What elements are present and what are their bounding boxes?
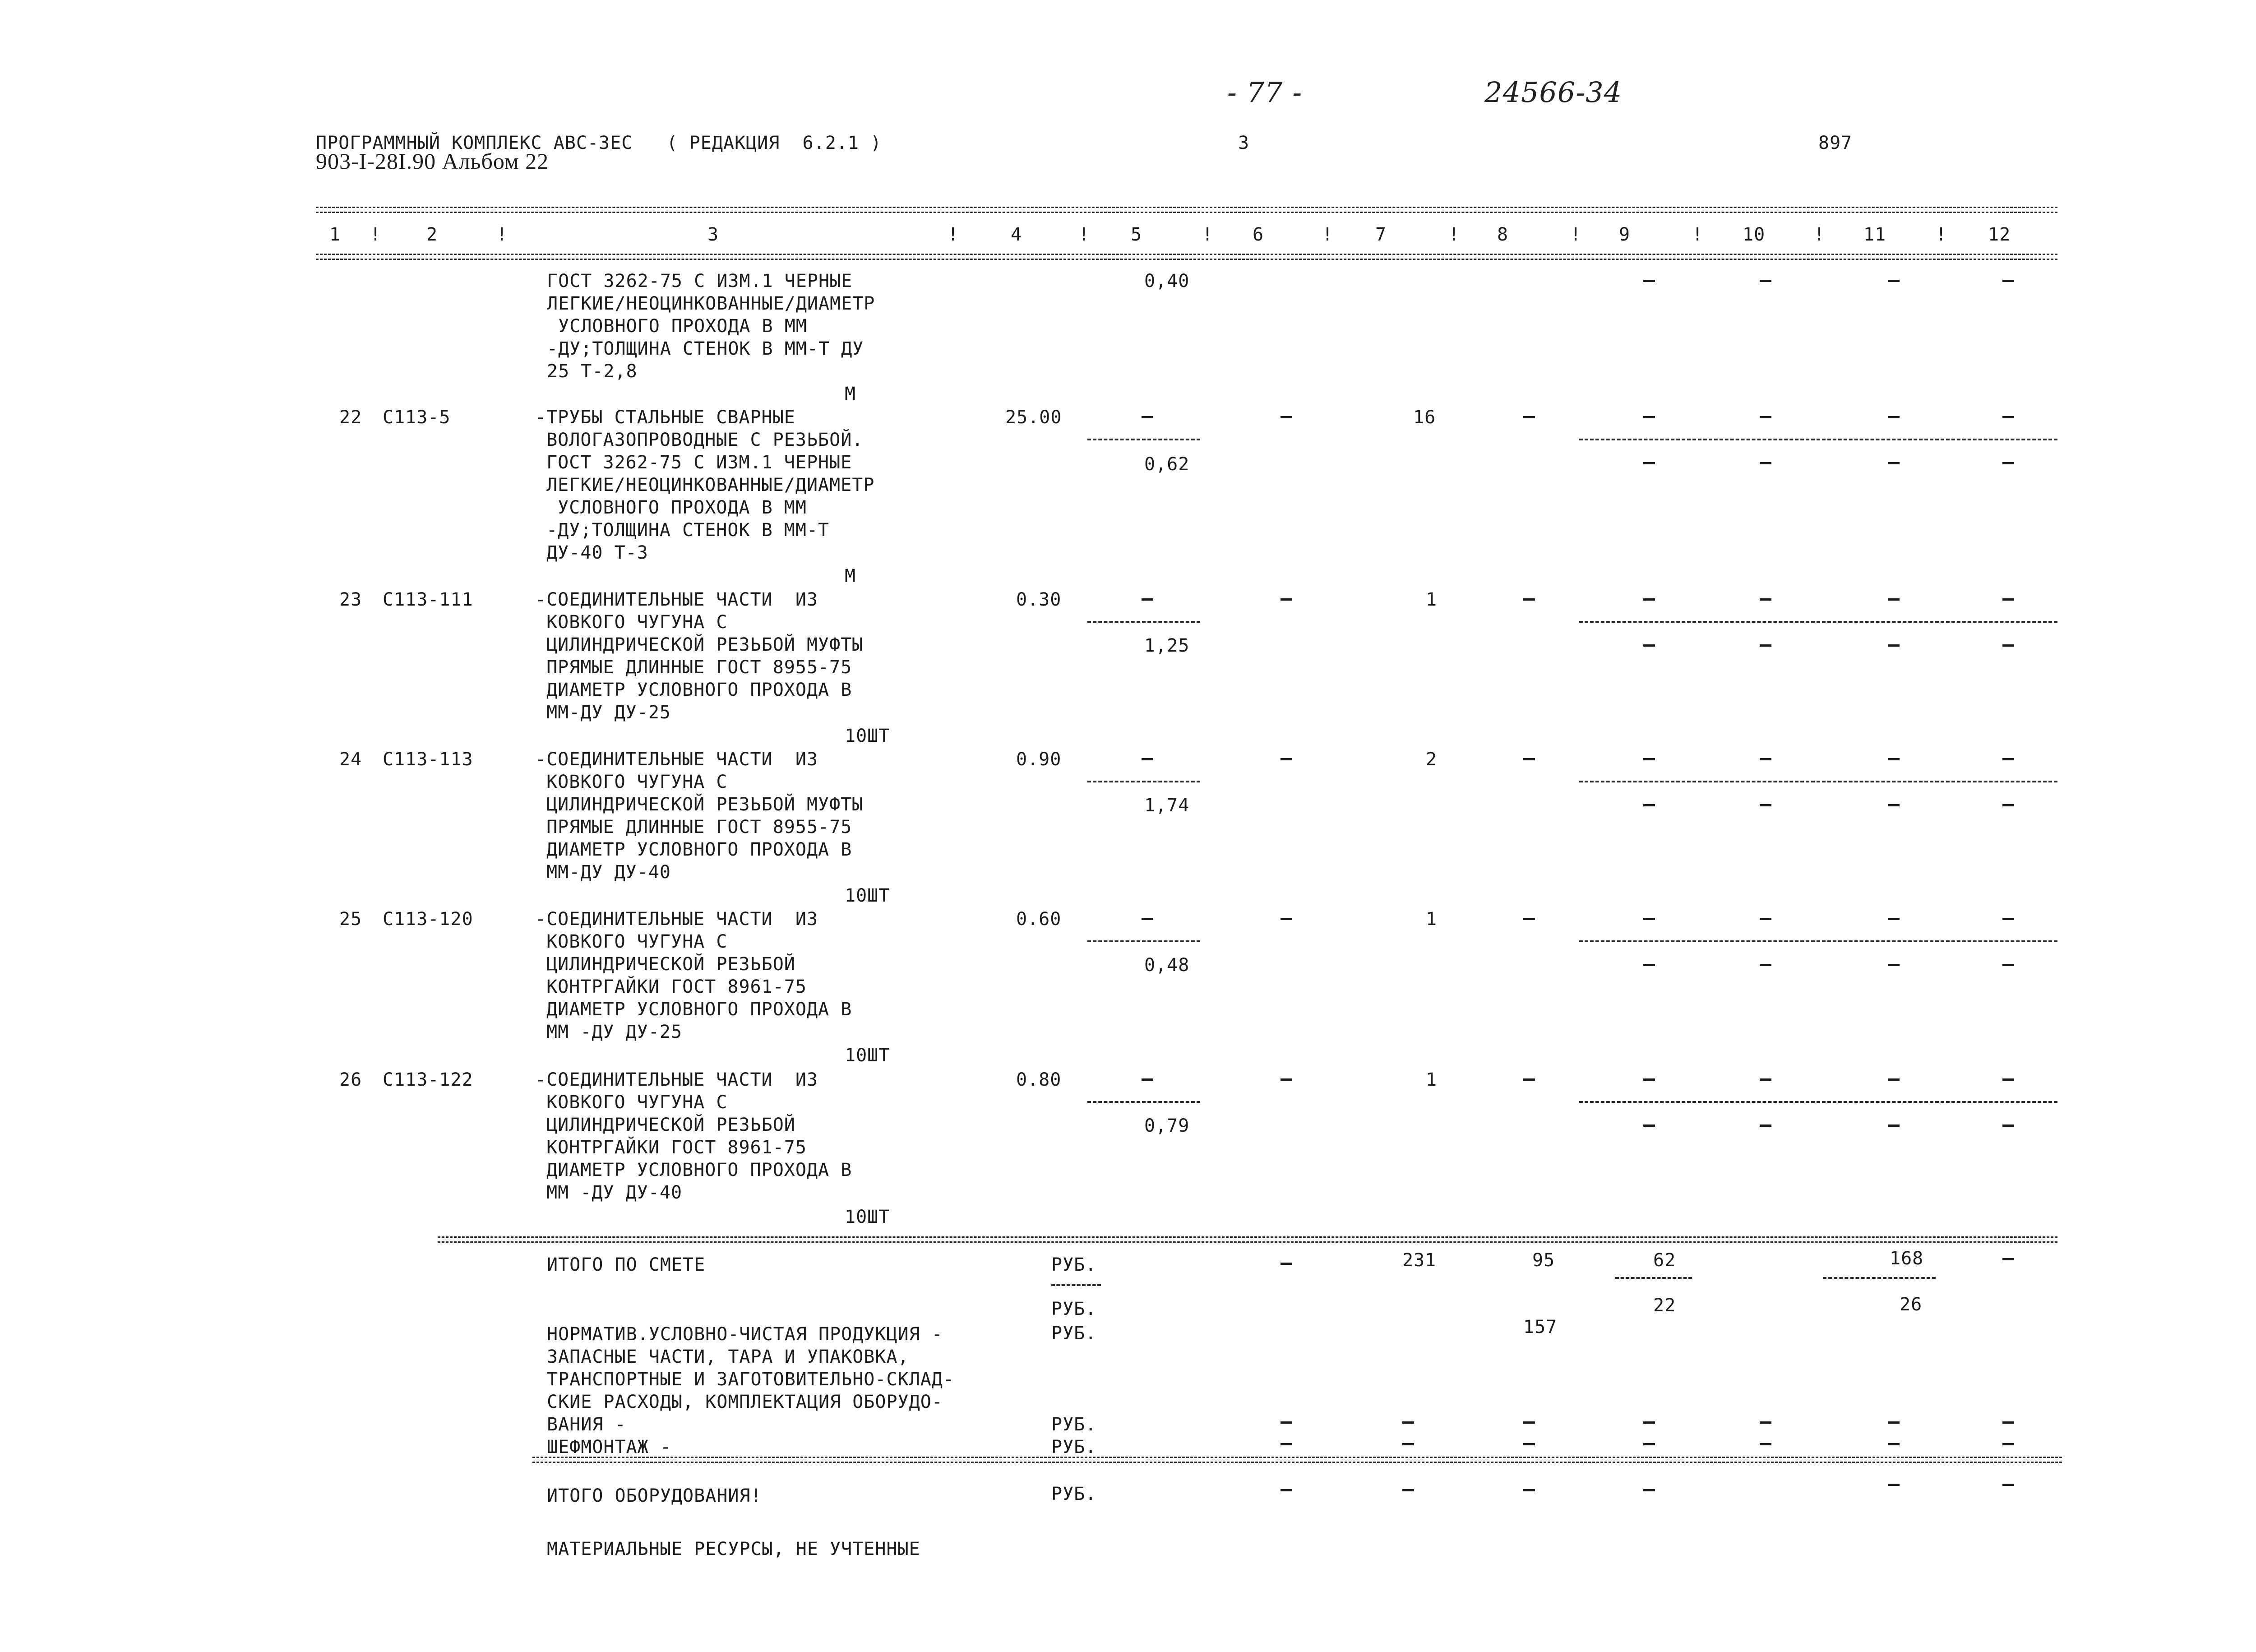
dash-mark <box>1281 598 1292 601</box>
sheet-code: 897 <box>1818 133 1853 153</box>
dash-mark <box>1523 598 1535 601</box>
dash-mark <box>1402 1489 1414 1491</box>
norm-line: ЗАПАСНЫЕ ЧАСТИ, ТАРА И УПАКОВКА, <box>547 1347 909 1367</box>
dash-mark <box>1643 598 1655 601</box>
dash-mark <box>1142 918 1153 920</box>
fraction-rule <box>1579 1101 2057 1103</box>
col-7-header: 7 <box>1375 224 1387 245</box>
row-number: 23 <box>339 589 362 610</box>
dash-mark <box>1523 1489 1535 1491</box>
row-number: 22 <box>339 407 362 428</box>
col-separator: ! <box>1936 224 1947 245</box>
description-line: -СОЕДИНИТЕЛЬНЫЕ ЧАСТИ ИЗ <box>535 589 818 610</box>
description-line: -ДУ;ТОЛЩИНА СТЕНОК В ММ-Т ДУ <box>547 338 864 359</box>
dash-mark <box>1142 598 1153 601</box>
col-7-value: 1 <box>1426 589 1438 610</box>
total-col-7: 231 <box>1402 1250 1437 1271</box>
quantity: 0.30 <box>1016 589 1062 610</box>
description-line: УСЛОВНОГО ПРОХОДА В ММ <box>547 316 807 337</box>
col-2-header: 2 <box>426 224 438 245</box>
dash-mark <box>1142 758 1153 760</box>
dash-mark <box>1402 1421 1414 1424</box>
rub-label: РУБ. <box>1051 1254 1097 1275</box>
col-8-header: 8 <box>1497 224 1509 245</box>
dash-mark <box>1643 1421 1655 1424</box>
col-5-value: 1,74 <box>1144 795 1190 816</box>
dash-mark <box>1643 1124 1655 1127</box>
dash-mark <box>1888 416 1900 418</box>
dash-mark <box>1643 964 1655 966</box>
description-line: КОВКОГО ЧУГУНА С <box>535 1092 728 1113</box>
unit-label: 10ШТ <box>845 1207 890 1227</box>
dash-mark <box>1523 758 1535 760</box>
col-separator: ! <box>1322 224 1334 245</box>
col-5-header: 5 <box>1131 224 1142 245</box>
description-line: -СОЕДИНИТЕЛЬНЫЕ ЧАСТИ ИЗ <box>535 749 818 770</box>
fraction-rule <box>1579 621 2057 623</box>
col-7-value: 1 <box>1426 909 1438 930</box>
dash-mark <box>1643 644 1655 647</box>
col-separator: ! <box>1448 224 1460 245</box>
col-separator: ! <box>370 224 382 245</box>
table-top-rule <box>316 207 2057 213</box>
col-7-value: 2 <box>1426 749 1438 770</box>
description-line: ММ -ДУ ДУ-40 <box>535 1182 683 1203</box>
row-code: С113-120 <box>383 909 473 930</box>
col-4-header: 4 <box>1011 224 1022 245</box>
row-number: 26 <box>339 1069 362 1090</box>
dash-mark <box>1643 1489 1655 1491</box>
description-line: ММ -ДУ ДУ-25 <box>535 1022 683 1042</box>
rub-underline <box>1051 1284 1101 1286</box>
page-number: - 77 - <box>1227 76 1303 109</box>
dash-mark <box>1760 918 1771 920</box>
description-line: -СОЕДИНИТЕЛЬНЫЕ ЧАСТИ ИЗ <box>535 909 818 930</box>
dash-mark <box>1760 804 1771 806</box>
totals-top-rule <box>438 1236 2057 1243</box>
fraction-rule <box>1579 439 2057 440</box>
row-code: С113-122 <box>383 1069 473 1090</box>
dash-mark <box>1281 416 1292 418</box>
dash-mark <box>1760 416 1771 418</box>
col-5-value: 0,62 <box>1144 454 1190 475</box>
description-line: ЦИЛИНДРИЧЕСКОЙ РЕЗЬБОЙ <box>535 954 795 975</box>
fraction-rule <box>1823 1277 1936 1279</box>
total-col-9: 62 <box>1653 1250 1676 1271</box>
dash-mark <box>1643 280 1655 282</box>
col-5-value: 0,48 <box>1144 955 1190 976</box>
col-5-value: 1,25 <box>1144 635 1190 656</box>
dash-mark <box>1760 1443 1771 1445</box>
norm-line: СКИЕ РАСХОДЫ, КОМПЛЕКТАЦИЯ ОБОРУДО- <box>547 1392 943 1412</box>
unit-label: 10ШТ <box>845 1045 890 1066</box>
col-12-header: 12 <box>1988 224 2011 245</box>
dash-mark <box>2002 644 2014 647</box>
dash-mark <box>1643 462 1655 464</box>
dash-mark <box>1888 1078 1900 1081</box>
description-line: КОНТРГАЙКИ ГОСТ 8961-75 <box>535 1137 807 1158</box>
program-header: ПРОГРАММНЫЙ КОМПЛЕКС АВС-ЗЕС ( РЕДАКЦИЯ 6.2.1 ) <box>316 133 882 153</box>
dash-mark <box>2002 1078 2014 1081</box>
dash-mark <box>1142 1078 1153 1081</box>
dash-mark <box>1281 918 1292 920</box>
unit-label: М <box>845 566 856 587</box>
col-separator: ! <box>496 224 508 245</box>
description-line: ДИАМЕТР УСЛОВНОГО ПРОХОДА В <box>535 839 852 860</box>
dash-mark <box>1523 416 1535 418</box>
row-number: 24 <box>339 749 362 770</box>
dash-mark <box>1643 416 1655 418</box>
dash-mark <box>1888 804 1900 806</box>
col-7-value: 1 <box>1426 1069 1438 1090</box>
description-line: ДУ-40 Т-3 <box>535 542 648 563</box>
equipment-total-label: ИТОГО ОБОРУДОВАНИЯ! <box>547 1485 762 1506</box>
dash-mark <box>1760 1124 1771 1127</box>
dash-mark <box>2002 280 2014 282</box>
col-6-header: 6 <box>1253 224 1264 245</box>
description-line: ДИАМЕТР УСЛОВНОГО ПРОХОДА В <box>535 680 852 700</box>
description-line: -ДУ;ТОЛЩИНА СТЕНОК В ММ-Т <box>535 520 830 541</box>
dash-mark <box>2002 1124 2014 1127</box>
dash-mark <box>1888 1484 1900 1486</box>
dash-mark <box>1281 1421 1292 1424</box>
dash-mark <box>2002 758 2014 760</box>
dash-mark <box>1760 280 1771 282</box>
dash-mark <box>1888 1421 1900 1424</box>
description-line: КОВКОГО ЧУГУНА С <box>535 931 728 952</box>
unit-label: 10ШТ <box>845 726 890 746</box>
norm-line: НОРМАТИВ.УСЛОВНО-ЧИСТАЯ ПРОДУКЦИЯ - <box>547 1324 943 1345</box>
quantity: 25.00 <box>1005 407 1062 428</box>
dash-mark <box>2002 1421 2014 1424</box>
dash-mark <box>1760 1078 1771 1081</box>
description-line: КОВКОГО ЧУГУНА С <box>535 612 728 633</box>
dash-mark <box>2002 416 2014 418</box>
dash-mark <box>1643 1443 1655 1445</box>
description-line: ЦИЛИНДРИЧЕСКОЙ РЕЗЬБОЙ МУФТЫ <box>535 794 864 815</box>
col-1-header: 1 <box>329 224 341 245</box>
dash-mark <box>1523 1078 1535 1081</box>
description-line: ДИАМЕТР УСЛОВНОГО ПРОХОДА В <box>535 1160 852 1180</box>
dash-mark <box>2002 964 2014 966</box>
dash-mark <box>1760 964 1771 966</box>
dash-mark <box>1888 918 1900 920</box>
sheet-number: 3 <box>1238 133 1250 153</box>
col-separator: ! <box>1078 224 1090 245</box>
dash-mark <box>1523 1421 1535 1424</box>
dash-mark <box>1888 1124 1900 1127</box>
dash-mark <box>1643 918 1655 920</box>
dash-mark <box>1281 1078 1292 1081</box>
equipment-rule <box>532 1457 2062 1463</box>
row-code: С113-111 <box>383 589 473 610</box>
fraction-rule <box>1615 1277 1692 1279</box>
dash-mark <box>1888 964 1900 966</box>
col-separator: ! <box>1570 224 1582 245</box>
itogo-label: ИТОГО ПО СМЕТЕ <box>547 1254 706 1275</box>
row-code: С113-5 <box>383 407 451 428</box>
rub-label: РУБ. <box>1051 1437 1097 1458</box>
dash-mark <box>2002 462 2014 464</box>
rub-label: РУБ. <box>1051 1484 1097 1504</box>
dash-mark <box>1888 280 1900 282</box>
norm-line: ТРАНСПОРТНЫЕ И ЗАГОТОВИТЕЛЬНО-СКЛАД- <box>547 1369 954 1390</box>
rub-label: РУБ. <box>1051 1323 1097 1344</box>
description-line: ПРЯМЫЕ ДЛИННЫЕ ГОСТ 8955-75 <box>535 817 852 838</box>
total-col-11-bottom: 26 <box>1900 1294 1923 1315</box>
description-line: УСЛОВНОГО ПРОХОДА В ММ <box>535 497 807 518</box>
col-11-header: 11 <box>1863 224 1886 245</box>
dash-mark <box>1523 1443 1535 1445</box>
dash-mark <box>1281 1443 1292 1445</box>
description-line: ДИАМЕТР УСЛОВНОГО ПРОХОДА В <box>535 999 852 1020</box>
dash-mark <box>1760 598 1771 601</box>
dash-mark <box>1760 1421 1771 1424</box>
dash-mark <box>1888 462 1900 464</box>
total-col-9-bottom: 22 <box>1653 1295 1676 1316</box>
album-title: 903-I-28I.90 Альбом 22 <box>316 148 549 174</box>
quantity: 0.60 <box>1016 909 1062 930</box>
description-line: КОВКОГО ЧУГУНА С <box>535 772 728 792</box>
dash-mark <box>1760 462 1771 464</box>
norm-value: 157 <box>1523 1317 1558 1337</box>
col-10-header: 10 <box>1743 224 1766 245</box>
description-line: -ТРУБЫ СТАЛЬНЫЕ СВАРНЫЕ <box>535 407 795 428</box>
document-number: 24566-34 <box>1484 76 1623 109</box>
materials-label: МАТЕРИАЛЬНЫЕ РЕСУРСЫ, НЕ УЧТЕННЫЕ <box>547 1539 920 1559</box>
col-3-header: 3 <box>707 224 719 245</box>
description-line: 25 Т-2,8 <box>547 361 638 382</box>
dash-mark <box>1281 1489 1292 1491</box>
fraction-rule <box>1579 781 2057 782</box>
col-9-header: 9 <box>1619 224 1631 245</box>
dash-mark <box>2002 1258 2014 1260</box>
quantity: 0.80 <box>1016 1069 1062 1090</box>
dash-mark <box>1281 1263 1292 1265</box>
dash-mark <box>2002 598 2014 601</box>
rub-label: РУБ. <box>1051 1414 1097 1435</box>
col-separator: ! <box>1202 224 1214 245</box>
fraction-rule <box>1579 940 2057 942</box>
dash-mark <box>2002 1484 2014 1486</box>
description-line: ММ-ДУ ДУ-40 <box>535 862 671 883</box>
description-line: ЛЕГКИЕ/НЕОЦИНКОВАННЫЕ/ДИАМЕТР <box>535 475 875 495</box>
dash-mark <box>1760 758 1771 760</box>
norm-line: ШЕФМОНТАЖ - <box>547 1437 671 1458</box>
fraction-rule <box>1087 621 1200 623</box>
description-line: ПРЯМЫЕ ДЛИННЫЕ ГОСТ 8955-75 <box>535 657 852 678</box>
dash-mark <box>1523 918 1535 920</box>
dash-mark <box>1643 758 1655 760</box>
fraction-rule <box>1087 781 1200 782</box>
dash-mark <box>1281 758 1292 760</box>
fraction-rule <box>1087 1101 1200 1103</box>
dash-mark <box>1888 644 1900 647</box>
description-line: ММ-ДУ ДУ-25 <box>535 702 671 723</box>
description-line: ВОЛОГАЗОПРОВОДНЫЕ С РЕЗЬБОЙ. <box>535 430 864 450</box>
dash-mark <box>2002 1443 2014 1445</box>
description-line: -СОЕДИНИТЕЛЬНЫЕ ЧАСТИ ИЗ <box>535 1069 818 1090</box>
col-5-value: 0,79 <box>1144 1115 1190 1136</box>
dash-mark <box>1402 1443 1414 1445</box>
dash-mark <box>1643 804 1655 806</box>
norm-line: ВАНИЯ - <box>547 1414 626 1435</box>
description-line: ЛЕГКИЕ/НЕОЦИНКОВАННЫЕ/ДИАМЕТР <box>547 293 875 314</box>
fraction-rule <box>1087 940 1200 942</box>
dash-mark <box>1760 644 1771 647</box>
dash-mark <box>1142 416 1153 418</box>
row-code: С113-113 <box>383 749 473 770</box>
total-col-11: 168 <box>1890 1248 1924 1269</box>
col-5-value: 0,40 <box>1144 271 1190 292</box>
dash-mark <box>1888 1443 1900 1445</box>
col-separator: ! <box>948 224 959 245</box>
col-separator: ! <box>1814 224 1826 245</box>
row-number: 25 <box>339 909 362 930</box>
dash-mark <box>1888 758 1900 760</box>
header-bottom-rule <box>316 254 2057 260</box>
dash-mark <box>2002 918 2014 920</box>
dash-mark <box>1643 1078 1655 1081</box>
unit-label: М <box>845 384 856 404</box>
description-line: КОНТРГАЙКИ ГОСТ 8961-75 <box>535 976 807 997</box>
dash-mark <box>2002 804 2014 806</box>
quantity: 0.90 <box>1016 749 1062 770</box>
total-col-8: 95 <box>1532 1250 1555 1271</box>
fraction-rule <box>1087 439 1200 440</box>
rub-label: РУБ. <box>1051 1299 1097 1319</box>
col-7-value: 16 <box>1413 407 1436 428</box>
dash-mark <box>1888 598 1900 601</box>
unit-label: 10ШТ <box>845 885 890 906</box>
description-line: ГОСТ 3262-75 С ИЗМ.1 ЧЕРНЫЕ <box>535 452 852 473</box>
description-line: ЦИЛИНДРИЧЕСКОЙ РЕЗЬБОЙ МУФТЫ <box>535 634 864 655</box>
description-line: ГОСТ 3262-75 С ИЗМ.1 ЧЕРНЫЕ <box>547 271 853 292</box>
col-separator: ! <box>1692 224 1704 245</box>
description-line: ЦИЛИНДРИЧЕСКОЙ РЕЗЬБОЙ <box>535 1115 795 1135</box>
